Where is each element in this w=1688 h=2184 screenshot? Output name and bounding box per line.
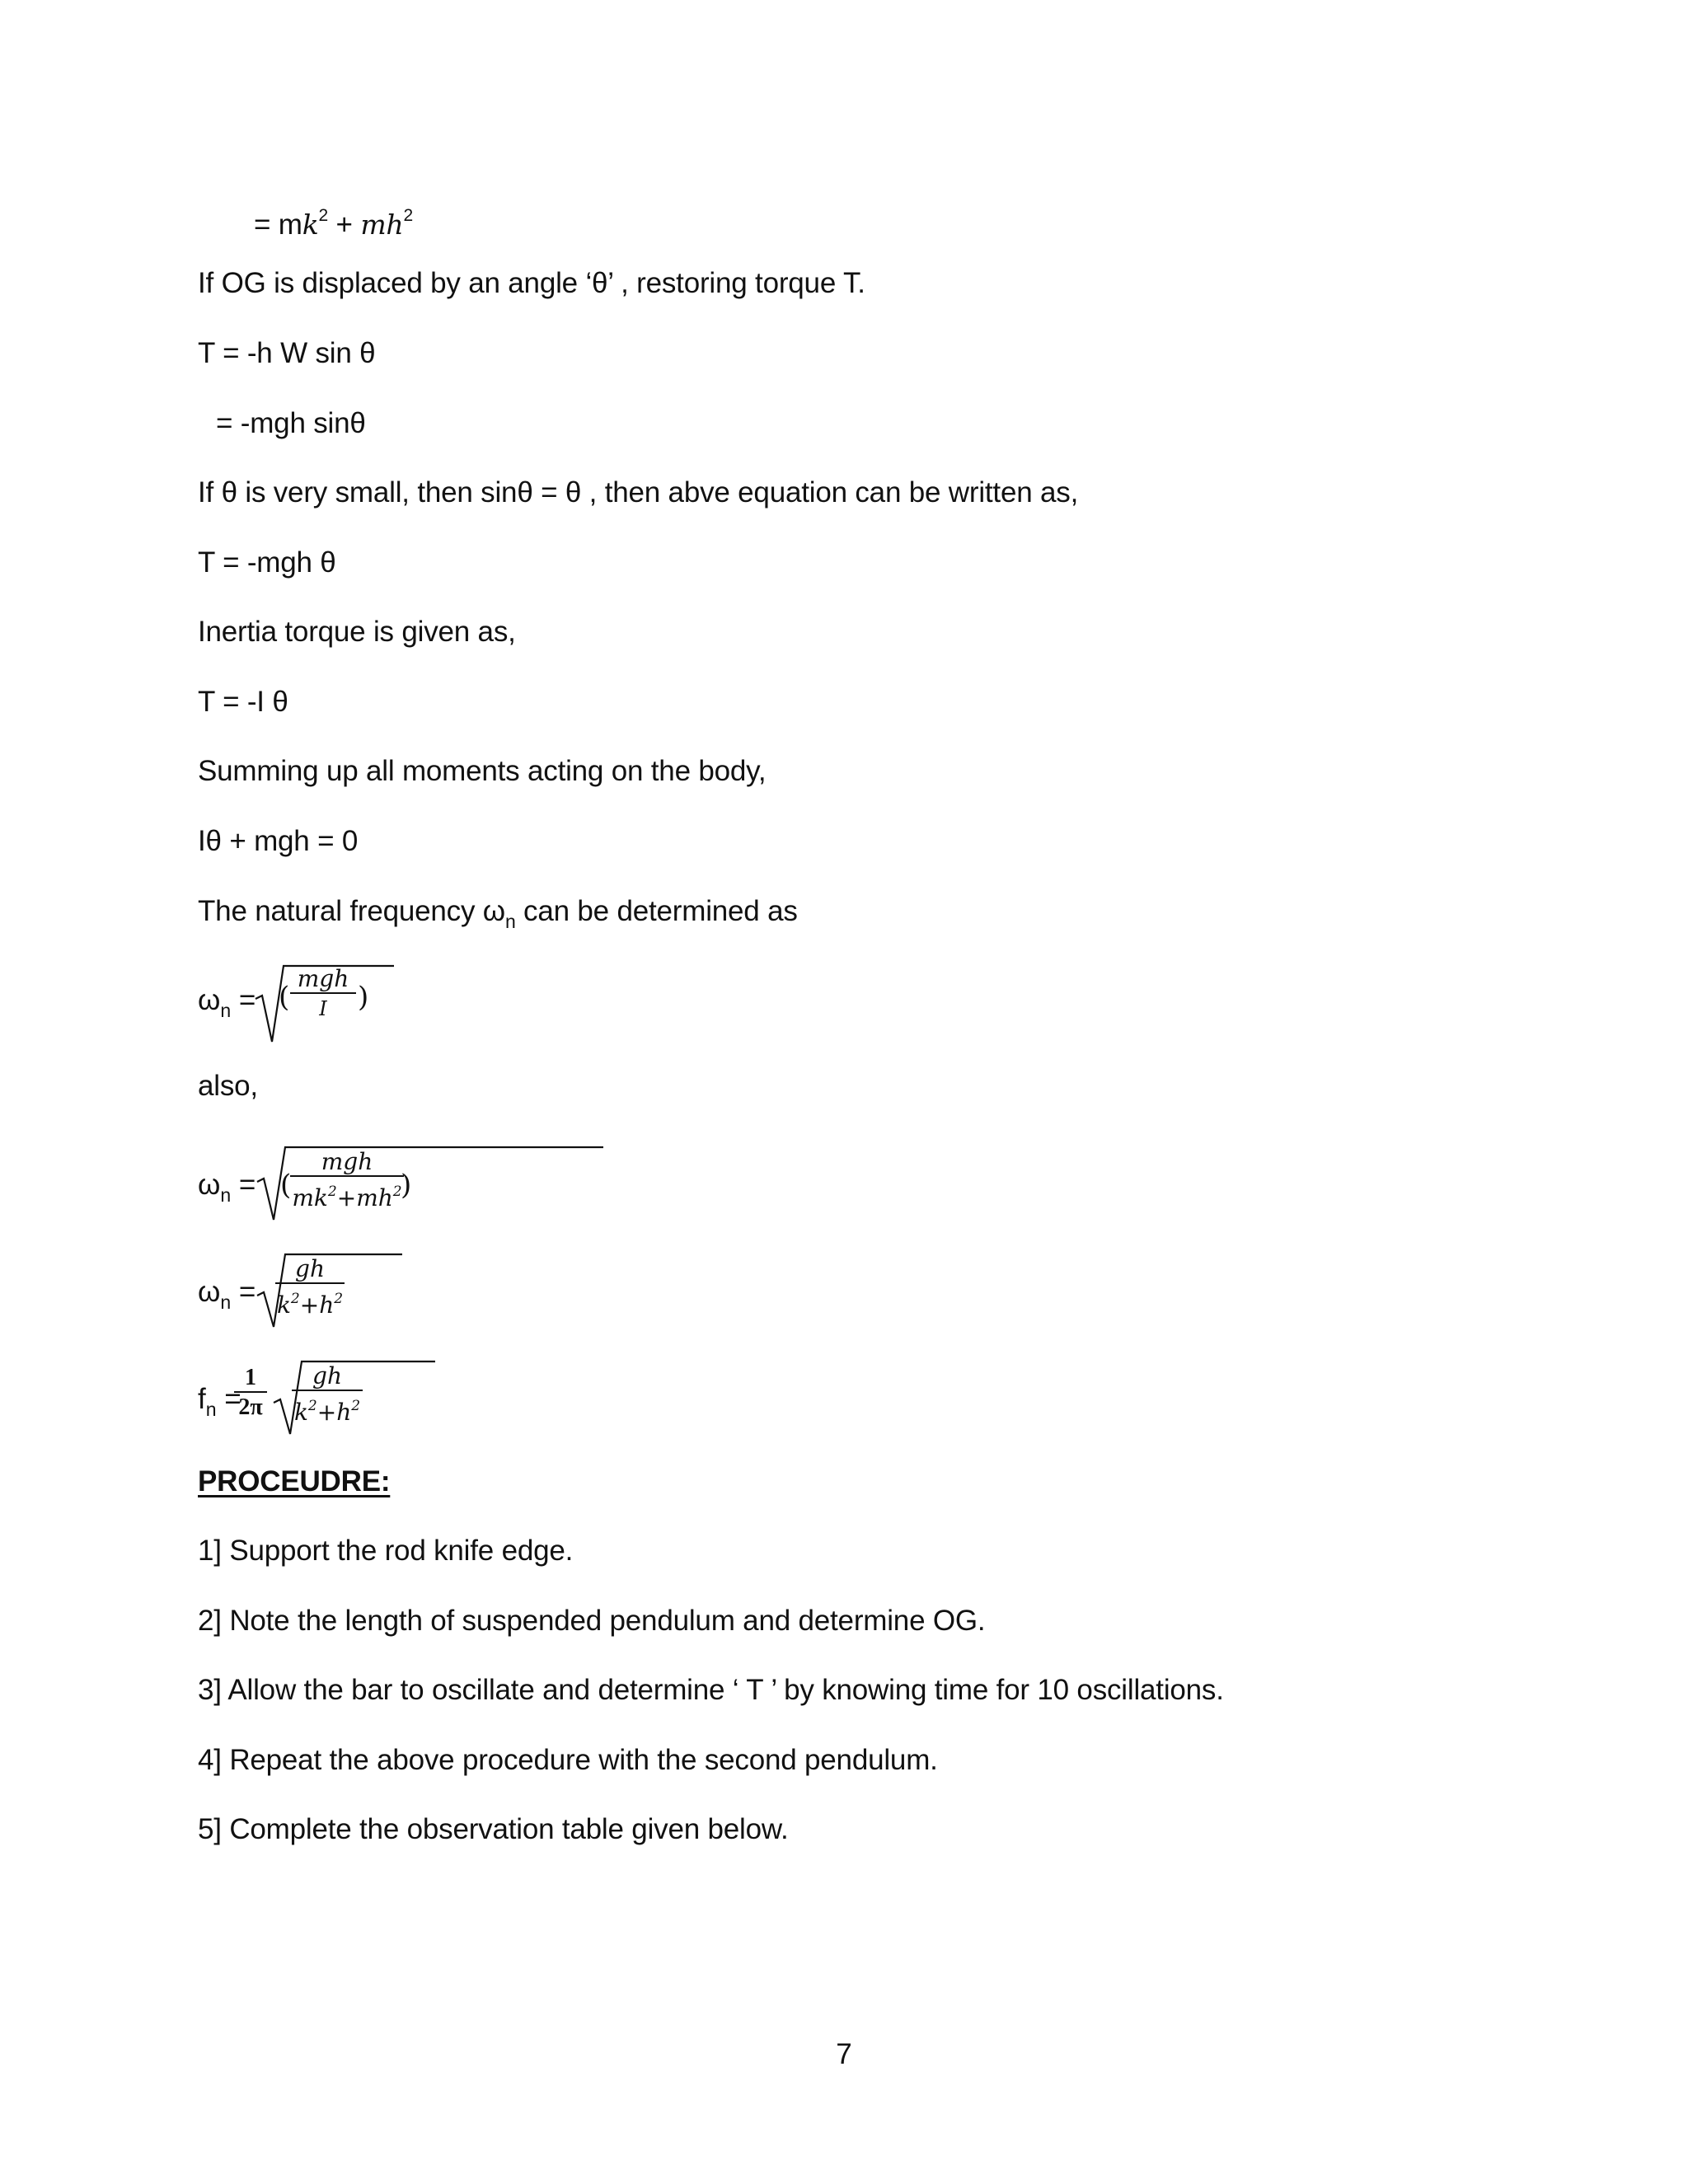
moment-of-inertia-equation <box>254 198 413 243</box>
text-line-torque-1: T = -h W sin θ <box>198 337 376 369</box>
text-line-torque-3: T = -mgh θ <box>198 546 336 579</box>
natural-frequency-text-end: can be determined as <box>515 895 798 927</box>
text-line-summing: Summing up all moments acting on the body, <box>198 755 767 787</box>
procedure-step: 5] Complete the observation table given below. <box>198 1813 789 1845</box>
left-paren: ( <box>279 981 290 1014</box>
equation-k: k <box>302 209 319 241</box>
left-paren: ( <box>280 1169 292 1202</box>
fraction-mgh-over-mk2-mh2 <box>290 1149 404 1212</box>
fraction-numerator: gh <box>295 1255 325 1282</box>
text-line-inertia-torque: Inertia torque is given as, <box>198 616 516 648</box>
fraction-numerator: mgh <box>321 1148 373 1175</box>
equation-mh: mh <box>360 209 404 241</box>
fraction-numerator: mgh <box>297 965 349 992</box>
procedure-step: 2] Note the length of suspended pendulum and determine OG. <box>198 1605 986 1637</box>
text-line-torque-4: T = -I θ <box>198 686 288 718</box>
formula-lhs: $\omega_n$ = <box>198 1276 256 1313</box>
right-paren: ) <box>401 1169 412 1202</box>
procedure-step: 1] Support the rod knife edge. <box>198 1535 574 1567</box>
equation-prefix: = m <box>254 209 302 241</box>
fraction-denominator: 2π <box>234 1391 267 1421</box>
fraction-numerator: 1 <box>245 1365 256 1390</box>
text-line-torque-2: = -mgh sinθ <box>216 407 366 439</box>
equation-plus: + <box>328 209 361 241</box>
fraction-denominator: $k^2+h^2$ <box>292 1390 363 1426</box>
fraction-denominator: $k^2+h^2$ <box>275 1282 345 1319</box>
fraction-denominator: $mk^2+mh^2$ <box>290 1175 404 1212</box>
natural-frequency-text: The natural frequency ω <box>198 895 505 927</box>
fraction-denominator: I <box>290 992 356 1022</box>
fraction-numerator: gh <box>312 1362 342 1390</box>
procedure-step: 3] Allow the bar to oscillate and determine ‘ T ’ by knowing time for 10 oscillations. <box>198 1674 1224 1706</box>
equation-k-exponent: 2 <box>318 206 329 225</box>
text-line-small-angle: If θ is very small, then sinθ = θ , then abve equation can be written as, <box>198 476 1079 509</box>
fraction-mgh-over-i <box>290 966 356 1022</box>
text-line-displacement: If OG is displaced by an angle ‘θ’ , restoring torque T. <box>198 267 865 299</box>
text-line-also: also, <box>198 1070 258 1102</box>
right-paren: ) <box>358 981 369 1014</box>
fraction-gh-over-k2-h2 <box>275 1256 345 1319</box>
page-number: 7 <box>836 2038 852 2070</box>
equation-h-exponent: 2 <box>403 206 413 225</box>
natural-frequency-subscript: n <box>504 911 516 932</box>
formula-lhs: $\omega_n$ = <box>198 1169 256 1206</box>
fraction-gh-over-k2-h2 <box>292 1363 363 1426</box>
procedure-step: 4] Repeat the above procedure with the second pendulum. <box>198 1744 938 1776</box>
fraction-one-over-two-pi <box>234 1365 267 1421</box>
procedure-heading: PROCEUDRE: <box>198 1465 391 1497</box>
text-line-equation-of-motion: Iθ + mgh = 0 <box>198 825 359 857</box>
formula-lhs: $f_n$ = <box>198 1383 241 1420</box>
text-line-natural-frequency <box>198 893 798 940</box>
formula-lhs: $\omega_n$ = <box>198 984 256 1021</box>
